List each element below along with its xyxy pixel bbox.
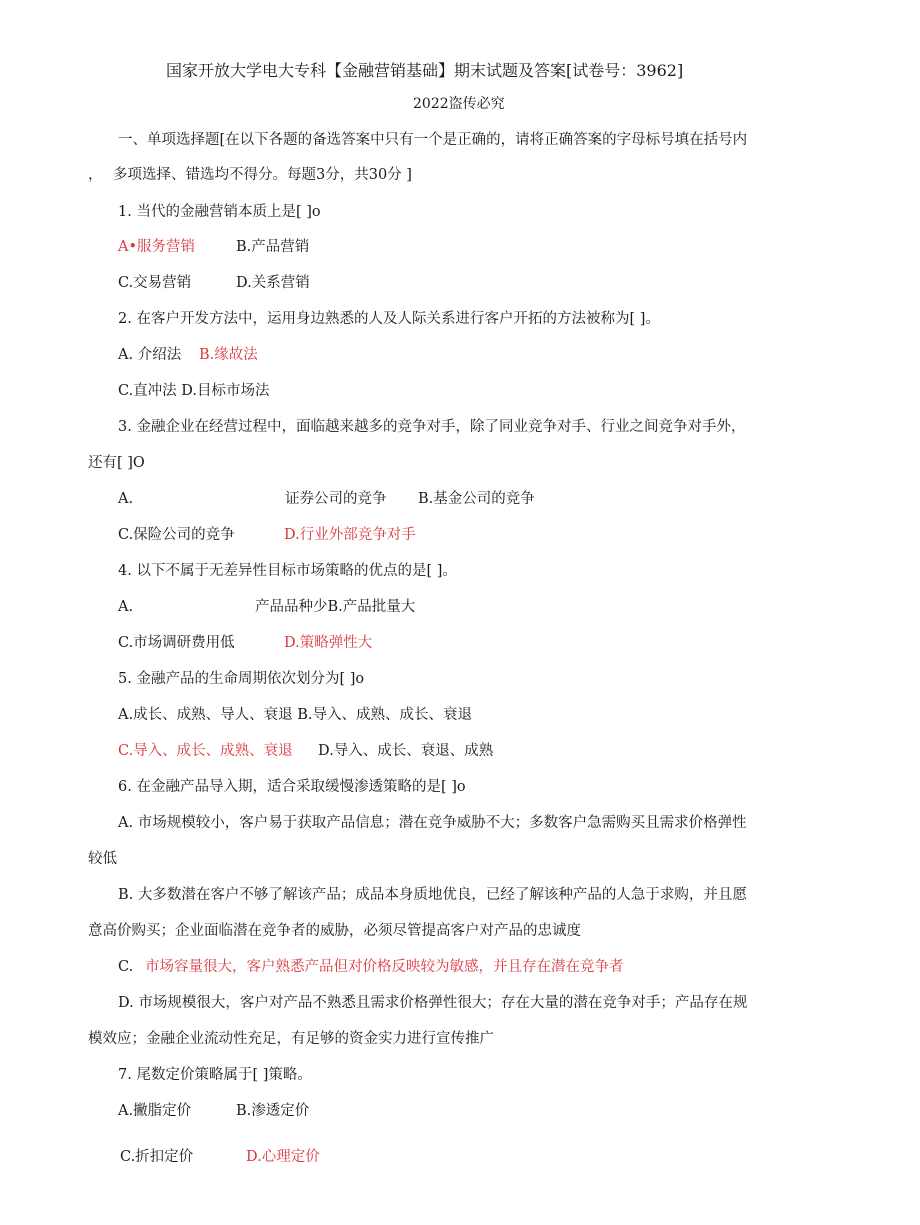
question-7-option-d: D.心理定价	[246, 1149, 320, 1165]
question-6-option-b-line1: B. 大多数潜在客户不够了解该产品；成品本身质地优良，已经了解该种产品的人急于求购，并且愿	[118, 887, 747, 903]
question-3-option-d: D.行业外部竞争对手	[284, 527, 416, 543]
question-3-stem-line1: 3. 金融企业在经营过程中，面临越来越多的竞争对手，除了同业竞争对手、行业之间竞争对手外，	[118, 419, 746, 435]
question-1-option-c: C.交易营销	[118, 275, 192, 291]
question-1-option-d: D.关系营销	[236, 275, 310, 291]
question-6-stem: 6. 在金融产品导入期，适合采取缓慢渗透策略的是[ ]o	[118, 779, 466, 795]
question-1-option-a: A•服务营销	[118, 239, 196, 255]
question-2-option-cd: C.直冲法 D.目标市场法	[118, 383, 270, 399]
question-6-option-a-line2: 较低	[88, 851, 117, 867]
question-6-option-c-label: C.	[118, 959, 134, 975]
question-3-option-b: B.基金公司的竞争	[418, 491, 535, 507]
question-6-option-d-line1: D. 市场规模很大，客户对产品不熟悉且需求价格弹性很大；存在大量的潜在竞争对手；产品存在规	[118, 995, 748, 1011]
question-3-stem-line2: 还有[ ]O	[88, 455, 145, 471]
question-5-stem: 5. 金融产品的生命周期依次划分为[ ]o	[118, 671, 365, 687]
document-subtitle: 2022盗传必究	[413, 96, 505, 112]
question-1-option-b: B.产品营销	[236, 239, 310, 255]
question-4-option-d: D.策略弹性大	[284, 635, 373, 651]
question-4-option-a-label: A.	[118, 599, 134, 615]
question-1-stem: 1. 当代的金融营销本质上是[ ]o	[118, 204, 321, 220]
question-4-option-ab: 产品品种少B.产品批量大	[255, 599, 416, 615]
question-3-option-c: C.保险公司的竞争	[118, 527, 235, 543]
question-3-option-a: 证券公司的竞争	[285, 491, 387, 507]
section-intro-comma: ，	[88, 167, 103, 183]
question-5-option-c: C.导入、成长、成熟、衰退	[118, 743, 293, 759]
question-4-option-c: C.市场调研费用低	[118, 635, 235, 651]
question-5-option-ab: A.成长、成熟、导人、衰退 B.导入、成熟、成长、衰退	[118, 707, 472, 723]
section-intro-line2: 多项选择、错选均不得分。每题3分，共30分 ]	[113, 167, 412, 183]
question-7-stem: 7. 尾数定价策略属于[ ]策略。	[118, 1067, 312, 1083]
question-7-option-b: B.渗透定价	[236, 1103, 310, 1119]
question-2-option-b: B.缘故法	[199, 347, 258, 363]
question-6-option-d-line2: 模效应；金融企业流动性充足，有足够的资金实力进行宣传推广	[88, 1031, 494, 1047]
question-4-stem: 4. 以下不属于无差异性目标市场策略的优点的是[ ]。	[118, 563, 457, 579]
section-intro-line1: 一、单项选择题[在以下各题的备选答案中只有一个是正确的，请将正确答案的字母标号填在括号内	[118, 132, 748, 148]
question-3-option-a-label: A.	[118, 491, 134, 507]
question-7-option-a: A.撇脂定价	[118, 1103, 192, 1119]
question-6-option-a-line1: A. 市场规模较小，客户易于获取产品信息；潜在竞争威胁不大；多数客户急需购买且需求价格弹性	[118, 815, 747, 831]
document-title: 国家开放大学电大专科【金融营销基础】期末试题及答案[试卷号：3962]	[166, 61, 684, 80]
question-7-option-c: C.折扣定价	[120, 1149, 194, 1165]
question-2-stem: 2. 在客户开发方法中，运用身边熟悉的人及人际关系进行客户开拓的方法被称为[ ]。	[118, 311, 660, 327]
question-6-option-b-line2: 意高价购买；企业面临潜在竞争者的威胁，必须尽管提高客户对产品的忠诚度	[88, 923, 581, 939]
question-2-option-a: A. 介绍法	[118, 347, 182, 363]
question-5-option-d: D.导入、成长、衰退、成熟	[318, 743, 494, 759]
question-6-option-c: 市场容量很大，客户熟悉产品但对价格反映较为敏感，并且存在潜在竞争者	[145, 959, 624, 975]
